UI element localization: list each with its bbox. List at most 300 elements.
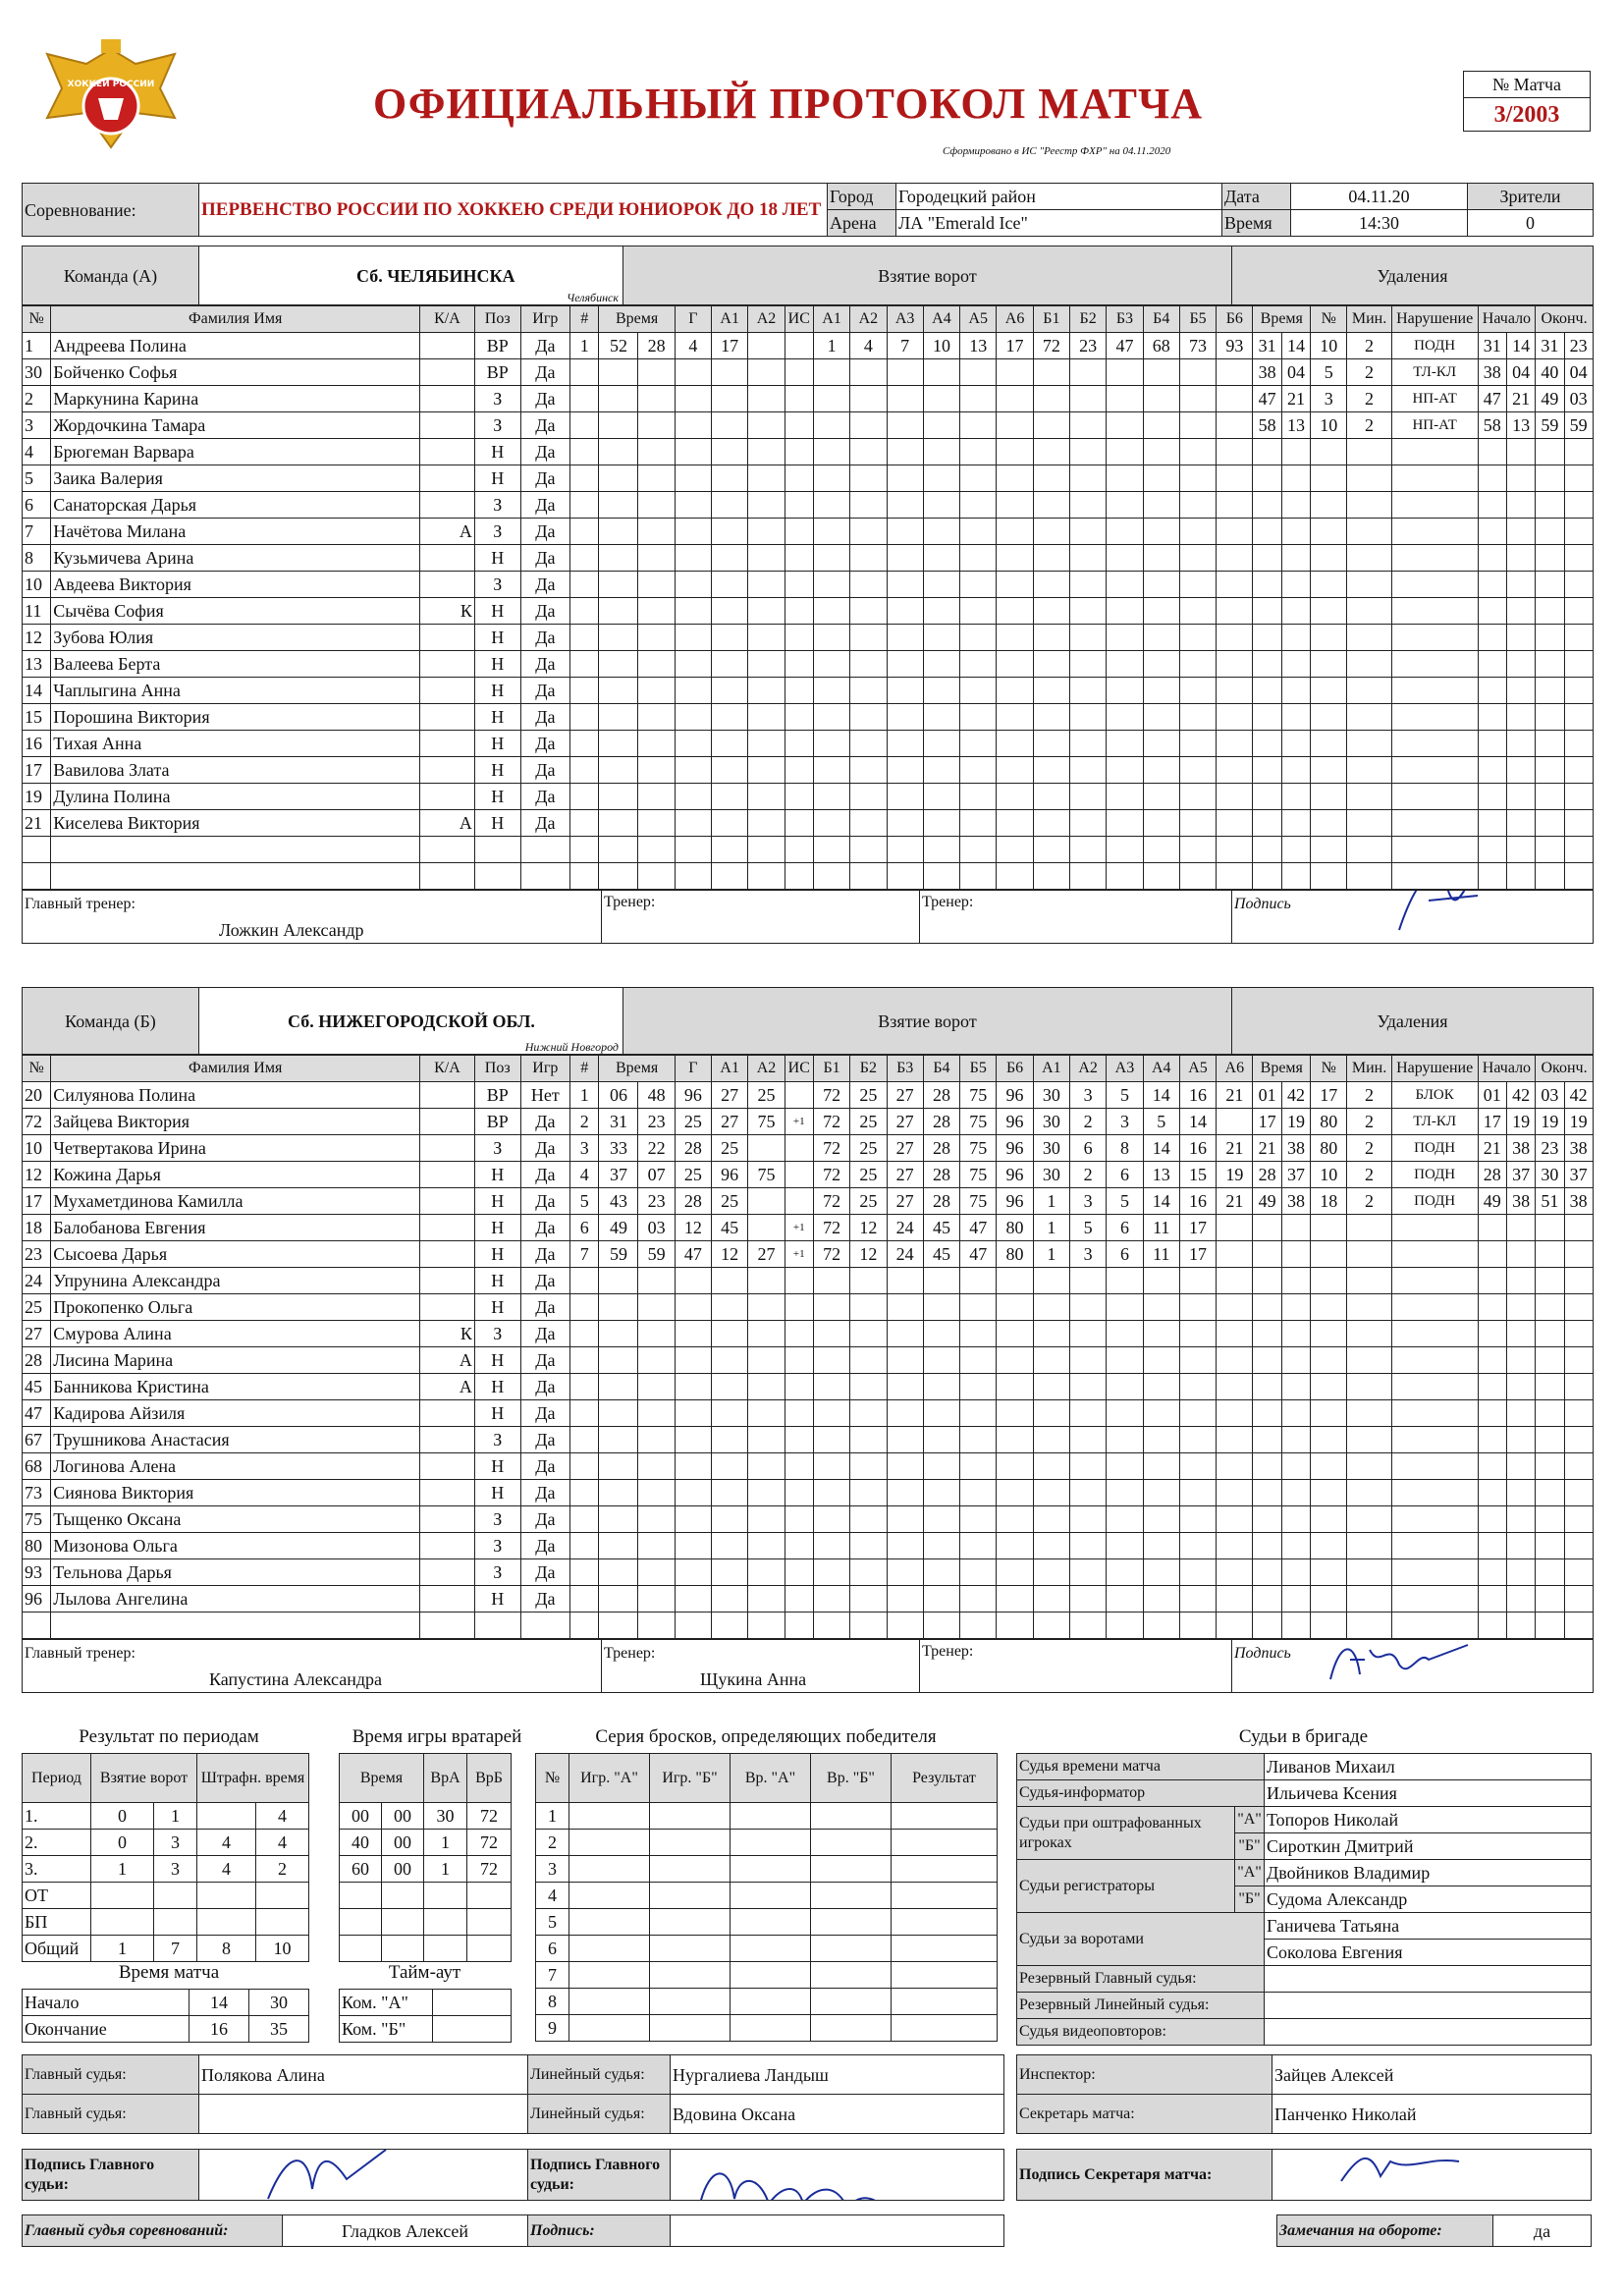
- col-header-onice: Б3: [1107, 306, 1143, 333]
- player-role: [419, 1533, 474, 1559]
- team-a-coach-label: Главный тренер:: [25, 896, 135, 912]
- goal-cell: [887, 1453, 923, 1480]
- col-header-pos: Поз: [474, 306, 520, 333]
- penalty-cell: 40: [1536, 359, 1564, 386]
- secretary-sign-row: [1016, 2149, 1592, 2201]
- goal-cell: [1143, 519, 1179, 545]
- match-number: 3/2003: [1464, 98, 1591, 132]
- goal-cell: [675, 1480, 711, 1506]
- penalty-cell: [1311, 1453, 1347, 1480]
- goal-cell: 6: [570, 1215, 599, 1241]
- penalty-cell: 31: [1253, 333, 1281, 359]
- goal-cell: 24: [887, 1241, 923, 1268]
- penalty-cell: [1391, 1400, 1478, 1427]
- penalty-cell: [1347, 784, 1391, 810]
- goal-cell: [1107, 1506, 1143, 1533]
- player-row: [23, 519, 1594, 545]
- goal-cell: 06: [599, 1082, 638, 1109]
- goal-cell: [638, 1294, 675, 1321]
- goal-cell: [850, 678, 887, 704]
- shootout-cell: [731, 1856, 811, 1883]
- goal-cell: [712, 1506, 748, 1533]
- goal-cell: [923, 412, 959, 439]
- period-cell: [197, 1883, 256, 1909]
- remarks-label: Замечания на обороте:: [1277, 2215, 1493, 2247]
- goal-cell: [599, 625, 638, 651]
- goal-cell: [960, 810, 997, 837]
- shootout-number: 3: [536, 1856, 569, 1883]
- goal-cell: 93: [1217, 333, 1253, 359]
- shootout-row: [536, 1936, 998, 1962]
- penalty-cell: 04: [1506, 359, 1535, 386]
- player-position: З: [474, 519, 520, 545]
- period-row: [23, 1830, 309, 1856]
- goal-cell: [570, 439, 599, 465]
- penalty-cell: [1311, 731, 1347, 757]
- penalty-cell: 2: [1347, 1188, 1391, 1215]
- penalty-cell: [1347, 492, 1391, 519]
- goalie-row: [340, 1883, 512, 1909]
- goal-cell: [813, 1268, 849, 1294]
- goal-cell: [570, 545, 599, 572]
- goal-cell: +1: [785, 1215, 813, 1241]
- penalty-cell: [1391, 1374, 1478, 1400]
- goal-cell: [850, 545, 887, 572]
- goal-cell: [997, 1533, 1033, 1559]
- penalty-cell: 2: [1347, 1135, 1391, 1162]
- goal-cell: [748, 704, 785, 731]
- goal-cell: [813, 386, 849, 412]
- goal-cell: [570, 1586, 599, 1613]
- goal-cell: 25: [850, 1135, 887, 1162]
- penalty-cell: [1253, 1427, 1281, 1453]
- player-row: [23, 465, 1594, 492]
- shootout-cell: [650, 1856, 731, 1883]
- empty-cell: [419, 1613, 474, 1639]
- col-header-onice: А5: [960, 306, 997, 333]
- goal-cell: [712, 1294, 748, 1321]
- penalty-cell: [1311, 1294, 1347, 1321]
- goal-cell: [748, 784, 785, 810]
- goal-cell: [1070, 1294, 1107, 1321]
- goal-cell: [1179, 625, 1216, 651]
- goal-cell: [1033, 572, 1069, 598]
- goal-cell: 28: [675, 1188, 711, 1215]
- goal-cell: [1107, 704, 1143, 731]
- player-row: [23, 386, 1594, 412]
- goal-cell: 17: [1179, 1241, 1216, 1268]
- goal-cell: 75: [960, 1188, 997, 1215]
- penalty-cell: [1564, 810, 1593, 837]
- goal-cell: [1107, 863, 1143, 890]
- goal-cell: [960, 1480, 997, 1506]
- goalie-cell: [467, 1909, 512, 1936]
- goal-cell: [1033, 465, 1069, 492]
- player-role: [419, 492, 474, 519]
- goal-cell: [960, 598, 997, 625]
- goal-cell: [850, 439, 887, 465]
- penalty-cell: [1347, 837, 1391, 863]
- player-name: Чаплыгина Анна: [51, 678, 420, 704]
- goal-cell: [1033, 1453, 1069, 1480]
- goal-cell: 1: [570, 1082, 599, 1109]
- penalty-cell: [1347, 519, 1391, 545]
- goal-cell: [1179, 1321, 1216, 1347]
- goal-cell: [570, 704, 599, 731]
- penalty-cell: 04: [1281, 359, 1310, 386]
- player-row: [23, 1400, 1594, 1427]
- player-role: [419, 757, 474, 784]
- player-number: 2: [23, 386, 51, 412]
- team-a-trainer2-label: Тренер:: [920, 891, 1232, 944]
- goal-cell: [1143, 1506, 1179, 1533]
- goal-cell: [1217, 545, 1253, 572]
- goal-cell: [570, 1294, 599, 1321]
- goal-cell: [675, 598, 711, 625]
- goal-cell: 72: [813, 1109, 849, 1135]
- player-name: Зубова Юлия: [51, 625, 420, 651]
- penalty-cell: [1253, 439, 1281, 465]
- goalie-cell: [340, 1909, 382, 1936]
- pim-header: Штрафн. время: [197, 1754, 309, 1803]
- penalty-cell: [1253, 625, 1281, 651]
- goal-cell: [785, 1268, 813, 1294]
- arena-value: ЛА "Emerald Ice": [896, 210, 1222, 237]
- shootout-cell: [811, 1856, 892, 1883]
- goal-cell: [887, 412, 923, 439]
- goal-cell: [675, 1347, 711, 1374]
- player-number: 27: [23, 1321, 51, 1347]
- penalty-cell: [1347, 1427, 1391, 1453]
- goal-cell: 14: [1143, 1135, 1179, 1162]
- empty-cell: [23, 863, 51, 890]
- shootout-cell: [650, 1936, 731, 1962]
- goal-cell: [1143, 412, 1179, 439]
- goal-cell: [923, 651, 959, 678]
- goal-cell: [1070, 1268, 1107, 1294]
- team-a-label: Команда (А): [23, 246, 199, 305]
- goal-cell: [785, 1506, 813, 1533]
- goal-cell: [997, 572, 1033, 598]
- goal-judges-label: Судьи за воротами: [1017, 1913, 1265, 1966]
- penalty-cell: [1564, 1294, 1593, 1321]
- goal-cell: [813, 1427, 849, 1453]
- player-played: Да: [520, 1533, 570, 1559]
- timeout-b-label: Ком. "Б": [340, 2016, 433, 2043]
- shootout-number: 5: [536, 1909, 569, 1936]
- col-header-pstart: Начало: [1478, 1056, 1536, 1082]
- penalty-cell: 38: [1506, 1135, 1535, 1162]
- goal-cell: [887, 465, 923, 492]
- penalty-cell: 38: [1253, 359, 1281, 386]
- penalty-cell: [1564, 1321, 1593, 1347]
- goal-cell: 5: [1070, 1215, 1107, 1241]
- penalty-cell: [1391, 625, 1478, 651]
- goal-cell: [675, 837, 711, 863]
- penalty-cell: [1311, 1400, 1347, 1427]
- shootout-cell: [650, 1830, 731, 1856]
- player-name: Сиянова Виктория: [51, 1480, 420, 1506]
- goal-cell: [850, 598, 887, 625]
- goal-cell: [813, 545, 849, 572]
- goal-cell: [923, 1480, 959, 1506]
- goalie-a-header: ВрА: [424, 1754, 467, 1803]
- competition-label: Соревнование:: [23, 184, 199, 237]
- player-row: [23, 863, 1594, 890]
- goal-cell: [1217, 731, 1253, 757]
- player-name: Маркунина Карина: [51, 386, 420, 412]
- period-row: [23, 1883, 309, 1909]
- goal-cell: [1143, 1453, 1179, 1480]
- penalty-cell: [1347, 1215, 1391, 1241]
- player-row: [23, 837, 1594, 863]
- goal-cell: [1070, 386, 1107, 412]
- goal-cell: [785, 492, 813, 519]
- penalty-cell: [1253, 651, 1281, 678]
- goal-cell: [712, 1613, 748, 1639]
- goal-cell: [599, 1268, 638, 1294]
- goal-cell: 72: [813, 1188, 849, 1215]
- player-row: [23, 810, 1594, 837]
- player-name: Вавилова Злата: [51, 757, 420, 784]
- penalty-cell: [1281, 731, 1310, 757]
- penalty-cell: [1391, 1559, 1478, 1586]
- player-number: 12: [23, 625, 51, 651]
- penalty-cell: [1347, 863, 1391, 890]
- goal-cell: [1179, 863, 1216, 890]
- spectators-value: 0: [1468, 210, 1594, 237]
- goal-cell: [960, 1321, 997, 1347]
- goal-cell: [675, 1294, 711, 1321]
- penalty-cell: 01: [1478, 1082, 1506, 1109]
- penalty-cell: [1478, 757, 1506, 784]
- goal-cell: [1070, 465, 1107, 492]
- penalty-cell: 2: [1347, 386, 1391, 412]
- goalie-cell: 60: [340, 1856, 382, 1883]
- goal-cell: 2: [570, 1109, 599, 1135]
- goal-cell: 16: [1179, 1188, 1216, 1215]
- chief-row: [22, 2214, 1004, 2247]
- goal-cell: [1107, 519, 1143, 545]
- goal-cell: [1033, 359, 1069, 386]
- goal-cell: [638, 412, 675, 439]
- player-number: 12: [23, 1162, 51, 1188]
- penalty-cell: [1311, 598, 1347, 625]
- goal-cell: [1033, 1586, 1069, 1613]
- player-row: [23, 333, 1594, 359]
- inspector-table: [1016, 2054, 1592, 2134]
- penalty-cell: 37: [1564, 1162, 1593, 1188]
- goal-cell: [923, 678, 959, 704]
- goal-cell: [712, 837, 748, 863]
- penalty-cell: [1478, 1374, 1506, 1400]
- col-header-pmin: Мин.: [1347, 306, 1391, 333]
- penalty-cell: [1478, 651, 1506, 678]
- penalty-cell: [1281, 465, 1310, 492]
- goal-cell: [1217, 1321, 1253, 1347]
- goalie-cell: [382, 1909, 424, 1936]
- goal-cell: [1033, 863, 1069, 890]
- penalty-cell: 19: [1536, 1109, 1564, 1135]
- goal-cell: [785, 837, 813, 863]
- player-number: 93: [23, 1559, 51, 1586]
- player-role: [419, 1241, 474, 1268]
- penalty-cell: [1478, 810, 1506, 837]
- penalty-cell: НП-АТ: [1391, 412, 1478, 439]
- penalty-cell: 21: [1506, 386, 1535, 412]
- penalty-cell: 28: [1253, 1162, 1281, 1188]
- goal-cell: [813, 651, 849, 678]
- period-cell: [256, 1909, 309, 1936]
- period-header: Период: [23, 1754, 91, 1803]
- goal-cell: [1033, 439, 1069, 465]
- goal-cell: [712, 625, 748, 651]
- player-role: А: [419, 519, 474, 545]
- empty-cell: [474, 837, 520, 863]
- goal-cell: [1179, 704, 1216, 731]
- goal-cell: [748, 545, 785, 572]
- penalty-cell: [1391, 651, 1478, 678]
- goal-cell: [675, 492, 711, 519]
- goal-cell: [1107, 1400, 1143, 1427]
- col-header-no: №: [23, 306, 51, 333]
- player-number: 68: [23, 1453, 51, 1480]
- goal-cell: 96: [712, 1162, 748, 1188]
- player-number: 45: [23, 1374, 51, 1400]
- goal-cell: [638, 731, 675, 757]
- goal-cell: [638, 1427, 675, 1453]
- goal-cell: [1070, 1533, 1107, 1559]
- penalty-cell: [1253, 598, 1281, 625]
- tag-a: "А": [1235, 1860, 1265, 1886]
- goal-cell: [748, 1268, 785, 1294]
- goal-cell: [712, 1347, 748, 1374]
- penalty-cell: [1347, 1453, 1391, 1480]
- registrars-label: Судьи регистраторы: [1017, 1860, 1235, 1913]
- penalty-cell: 2: [1347, 359, 1391, 386]
- penalty-cell: [1347, 1506, 1391, 1533]
- penalty-cell: [1564, 1506, 1593, 1533]
- col-header-pviol: Нарушение: [1391, 1056, 1478, 1082]
- penalty-cell: 47: [1478, 386, 1506, 412]
- goal-cell: [785, 359, 813, 386]
- penalty-cell: [1311, 704, 1347, 731]
- penalty-cell: [1253, 731, 1281, 757]
- goal-cell: 6: [1107, 1162, 1143, 1188]
- goal-cell: [923, 1268, 959, 1294]
- player-position: Н: [474, 678, 520, 704]
- goalie-cell: [467, 1936, 512, 1962]
- player-played: Да: [520, 412, 570, 439]
- player-played: Да: [520, 1321, 570, 1347]
- goal-cell: [1217, 1586, 1253, 1613]
- player-role: А: [419, 1347, 474, 1374]
- goal-cell: [923, 1347, 959, 1374]
- goal-cell: [887, 757, 923, 784]
- goal-cell: [748, 1135, 785, 1162]
- col-header-is: ИС: [785, 306, 813, 333]
- player-number: 14: [23, 678, 51, 704]
- goal-cell: [1217, 837, 1253, 863]
- goal-cell: [1033, 1533, 1069, 1559]
- penalty-cell: [1391, 439, 1478, 465]
- crew-table: [1016, 1753, 1592, 2046]
- goal-cell: [960, 1533, 997, 1559]
- goal-cell: [960, 1347, 997, 1374]
- penalty-cell: [1536, 1613, 1564, 1639]
- goal-cell: [850, 784, 887, 810]
- penalty-cell: [1506, 1586, 1535, 1613]
- goal-cell: [1217, 1559, 1253, 1586]
- goal-cell: [1143, 704, 1179, 731]
- goal-cell: [1217, 1453, 1253, 1480]
- penalty-cell: [1478, 1613, 1506, 1639]
- goal-cell: 27: [887, 1109, 923, 1135]
- penalty-cell: [1564, 519, 1593, 545]
- player-played: Да: [520, 465, 570, 492]
- goal-cell: [785, 572, 813, 598]
- shootout-cell: [811, 1962, 892, 1989]
- goal-cell: [748, 1374, 785, 1400]
- col-header-name: Фамилия Имя: [51, 1056, 420, 1082]
- goal-cell: [1179, 810, 1216, 837]
- player-name: Порошина Виктория: [51, 704, 420, 731]
- goal-cell: 21: [1217, 1188, 1253, 1215]
- period-cell: 0: [91, 1830, 154, 1856]
- goal-cell: 96: [997, 1082, 1033, 1109]
- penalty-cell: [1506, 519, 1535, 545]
- penalty-cell: [1564, 1268, 1593, 1294]
- col-header-pos: Поз: [474, 1056, 520, 1082]
- goal-cell: [887, 625, 923, 651]
- period-cell: [154, 1883, 197, 1909]
- goal-cell: [570, 784, 599, 810]
- player-row: [23, 704, 1594, 731]
- goal-cell: [1070, 1374, 1107, 1400]
- player-played: Нет: [520, 1082, 570, 1109]
- col-header-onice: Б2: [850, 1056, 887, 1082]
- shootout-cell: [892, 2015, 998, 2042]
- goal-cell: [997, 1427, 1033, 1453]
- shootout-header: Результат: [892, 1754, 998, 1803]
- chief-signature: [671, 2215, 1004, 2247]
- col-header-pnum: №: [1311, 306, 1347, 333]
- col-header-pend: Оконч.: [1536, 1056, 1594, 1082]
- goal-cell: [1217, 1215, 1253, 1241]
- shootout-cell: [811, 1936, 892, 1962]
- goal-cell: [785, 439, 813, 465]
- goal-cell: [923, 757, 959, 784]
- player-row: [23, 1613, 1594, 1639]
- goal-cell: [785, 1374, 813, 1400]
- goal-cell: [1217, 519, 1253, 545]
- goal-cell: [887, 1400, 923, 1427]
- protocol-title: ОФИЦИАЛЬНЫЙ ПРОТОКОЛ МАТЧА: [373, 80, 1204, 128]
- goal-cell: [1143, 1268, 1179, 1294]
- penalty-cell: [1536, 519, 1564, 545]
- goal-cell: [1033, 545, 1069, 572]
- player-row: [23, 1135, 1594, 1162]
- penalty-cell: [1536, 810, 1564, 837]
- end-label: Окончание: [23, 2016, 189, 2043]
- goal-cell: [1179, 359, 1216, 386]
- goal-cell: [1143, 678, 1179, 704]
- goal-cell: [748, 519, 785, 545]
- penalty-cell: 37: [1506, 1162, 1535, 1188]
- period-cell: Общий: [23, 1936, 91, 1962]
- player-role: [419, 545, 474, 572]
- player-role: К: [419, 1321, 474, 1347]
